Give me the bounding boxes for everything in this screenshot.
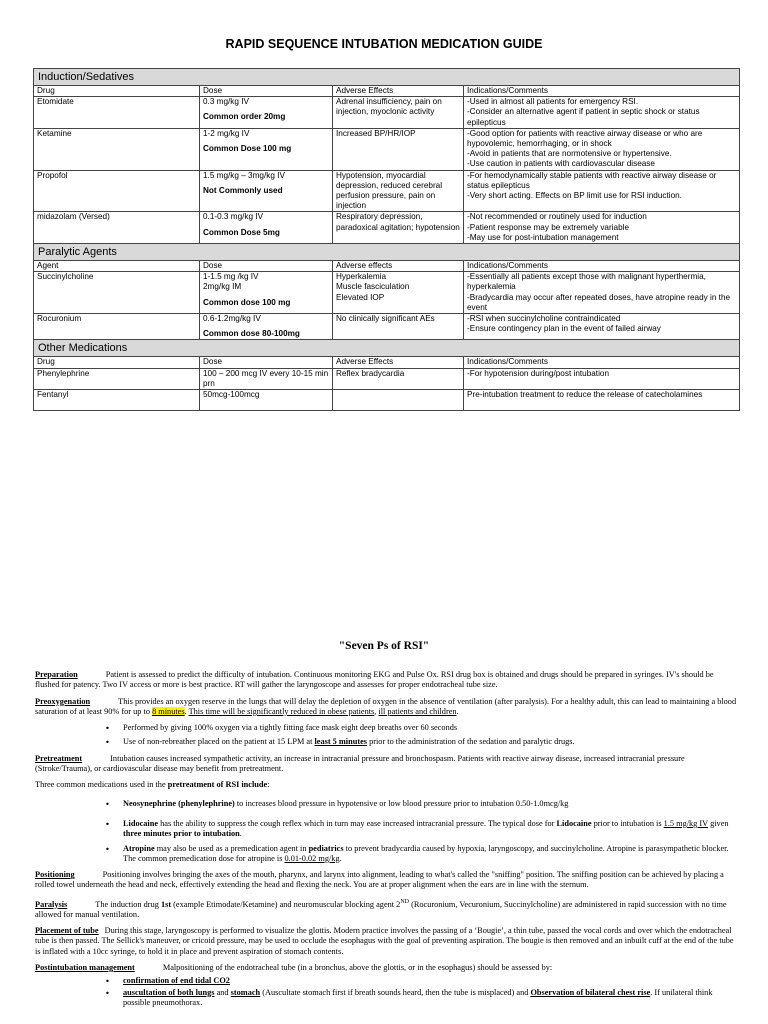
column-header: Adverse effects bbox=[333, 261, 464, 272]
text-run: (Auscultate stomach first if breath sounds heard, then the tube is misplaced) and bbox=[260, 987, 531, 997]
column-header: Indications/Comments bbox=[464, 261, 740, 272]
drug-cell: Ketamine bbox=[34, 128, 200, 170]
emphasis-text: Observation of bilateral chest rise bbox=[530, 987, 651, 997]
emphasis-text: 1st bbox=[160, 899, 172, 909]
pretreatment-list bbox=[35, 799, 737, 864]
dose-value: 1-2 mg/kg IV bbox=[203, 128, 250, 138]
text-run: prior to the administration of the sedation and paralytic drugs. bbox=[367, 737, 575, 747]
column-header: Adverse Effects bbox=[333, 86, 464, 97]
dose-value: 0.1-0.3 mg/kg IV bbox=[203, 212, 264, 222]
text-run: , bbox=[374, 706, 379, 716]
table-row bbox=[34, 390, 740, 411]
pretreatment-text: Intubation causes increased sympathetic activity, an increase in intracranial pressure and bronchospasm. Patients with reactive airway disease, increased intracranial pressure (Stroke/Trauma), or cardiovascular disease may benefit from pretreatment. bbox=[35, 753, 685, 774]
list-item bbox=[123, 976, 737, 986]
dose-note: Common dose 80-100mg bbox=[203, 329, 300, 339]
comments-cell: -Not recommended or routinely used for induction -Patient response may be extremely variable -May use for post-intubation management bbox=[464, 212, 740, 244]
preparation-text: Patient is assessed to predict the difficulty of intubation. Continuous monitoring EKG and Pulse Ox. RSI drug box is obtained and drugs should be prepared in syringes. IV's should be flushed for patency. Two IV access or more is best practice. RT will gather the laryngoscope and assesses for proper endotracheal tube size. bbox=[35, 670, 714, 690]
page-title: RAPID SEQUENCE INTUBATION MEDICATION GUIDE bbox=[225, 37, 543, 51]
column-header: Adverse Effects bbox=[333, 357, 464, 368]
text-run: : bbox=[267, 780, 270, 790]
drug-cell: Succinylcholine bbox=[34, 272, 200, 314]
section-header-induction bbox=[34, 69, 740, 86]
column-header-row bbox=[34, 261, 740, 272]
text-run: (Rocuronium, Vecuronium, Succinylcholine) are administered in rapid succession with no time allowed for manual ventilation. bbox=[35, 899, 727, 919]
list-item bbox=[123, 988, 737, 1009]
text-run: prior to intubation is bbox=[591, 818, 664, 828]
underlined-note: This time will be significantly reduced in obese patients bbox=[188, 706, 375, 716]
text-run: The induction drug bbox=[95, 899, 161, 909]
drug-cell: Etomidate bbox=[34, 97, 200, 129]
drug-name: Lidocaine bbox=[123, 818, 159, 828]
table-row bbox=[34, 212, 740, 244]
table-row bbox=[34, 314, 740, 340]
text-run: Three common medications used in the bbox=[35, 780, 168, 790]
highlighted-duration: 8 minutes bbox=[152, 706, 185, 716]
term-preparation: Preparation bbox=[35, 670, 78, 679]
text-run: to prevent bradycardia caused by hypoxia, laryngoscopy, and succinylcholine. Atropine is parasympathetic blocker. The common premedication dose for atropine is bbox=[123, 843, 729, 863]
list-item bbox=[123, 799, 737, 809]
dose-cell bbox=[200, 97, 333, 129]
positioning-paragraph bbox=[35, 870, 737, 891]
column-header: Dose bbox=[200, 86, 333, 97]
dose-cell bbox=[200, 128, 333, 170]
text-run: . bbox=[339, 853, 342, 863]
section-header-other bbox=[34, 340, 740, 357]
drug-cell: Rocuronium bbox=[34, 314, 200, 340]
underlined-note: ill patients and children bbox=[378, 706, 457, 716]
column-header: Dose bbox=[200, 357, 333, 368]
term-pretreatment: Pretreatment bbox=[35, 753, 83, 763]
comments-cell: -Used in almost all patients for emergency RSI. -Consider an alternative agent if patient in septic shock or status epilepticus bbox=[464, 97, 740, 129]
drug-name: Neosynephrine (phenylephrine) bbox=[123, 798, 235, 808]
comments-cell: -For hemodynamically stable patients with reactive airway disease or status epilepticus -Very short acting. Effects on BP limit use for RSI induction. bbox=[464, 170, 740, 212]
term-paralysis: Paralysis bbox=[35, 899, 68, 909]
table-row bbox=[34, 97, 740, 129]
dose-cell bbox=[200, 272, 333, 314]
emphasis-text: auscultation of both lungs bbox=[123, 987, 215, 997]
emphasis-text: confirmation of end tidal CO2 bbox=[123, 976, 230, 986]
emphasis-text: least 5 minutes bbox=[314, 737, 367, 747]
dose-value: 1-1.5 mg /kg IV 2mg/kg IM bbox=[203, 272, 259, 292]
preoxygenation-list bbox=[35, 723, 737, 748]
comments-cell: Pre-intubation treatment to reduce the release of catecholamines bbox=[464, 390, 740, 411]
dose-note: Not Commonly used bbox=[203, 185, 283, 195]
column-header: Indications/Comments bbox=[464, 357, 740, 368]
text-run: . bbox=[239, 829, 242, 839]
dose-note: Common dose 100 mg bbox=[203, 297, 291, 307]
term-positioning: Positioning bbox=[35, 870, 75, 880]
postintubation-list bbox=[35, 976, 737, 1008]
dose-cell: 50mcg-100mcg bbox=[200, 390, 333, 411]
comments-cell: -RSI when succinylcholine contraindicated -Ensure contingency plan in the event of failed airway bbox=[464, 314, 740, 340]
table-row bbox=[34, 272, 740, 314]
column-header-row bbox=[34, 86, 740, 97]
text-run: Use of non-rebreather placed on the patient at 15 LPM at bbox=[123, 737, 315, 747]
placement-paragraph bbox=[35, 926, 737, 957]
drug-cell: Phenylephrine bbox=[34, 368, 200, 389]
text-run: has the ability to suppress the cough reflex which in turn may ease increased intracranial pressure. The typical dose for bbox=[158, 818, 557, 828]
text-run: and bbox=[214, 987, 231, 997]
placement-text: During this stage, laryngoscopy is performed to visualize the glottis. Modern practice involves the passing of a ‘Bougie’, a thin tube, passed the vocal cords and over which the endotracheal tube is then passed. The Sellick's maneuver, or cricoid pressure, may be used to occlude the esophagus with the goal of preventing aspiration. The bougie is then removed and an inbuilt cuff at the end of the tube is inflated with a 10cc syringe, to hold it in place and prevent aspiration of stomach contents. bbox=[35, 926, 734, 956]
comments-cell: -Essentially all patients except those with malignant hyperthermia, hyperkalemia -Bradycardia may occur after repeated doses, have atropine ready in the event bbox=[464, 272, 740, 314]
list-item: • Performed by giving 100% oxygen via a tightly fitting face mask eight deep breaths over 60 seconds bbox=[123, 723, 737, 733]
text-run: given bbox=[708, 818, 729, 828]
column-header: Drug bbox=[34, 357, 200, 368]
section-title: Paralytic Agents bbox=[34, 244, 740, 261]
adverse-cell: Increased BP/HR/IOP bbox=[333, 128, 464, 170]
list-item bbox=[123, 737, 737, 747]
column-header: Dose bbox=[200, 261, 333, 272]
drug-name: Atropine bbox=[123, 843, 155, 853]
section-title: Induction/Sedatives bbox=[34, 69, 740, 86]
postintubation-text: Malpositioning of the endotracheal tube (in a bronchus, above the glottis, or in the esophagus) should be assessed by: bbox=[162, 963, 553, 972]
dose-note: Common Dose 5mg bbox=[203, 227, 280, 237]
dose-cell: 100 – 200 mcg IV every 10-15 min prn bbox=[200, 368, 333, 389]
column-header-row bbox=[34, 357, 740, 368]
drug-cell: midazolam (Versed) bbox=[34, 212, 200, 244]
dose-cell bbox=[200, 212, 333, 244]
list-item bbox=[123, 844, 737, 865]
comments-cell: -Good option for patients with reactive airway disease or who are hypovolemic, hemorrhaging, or in shock -Avoid in patients that are normotensive or hypertensive. -Use caution in patients with cardiovascular disease bbox=[464, 128, 740, 170]
seven-ps-body bbox=[35, 670, 737, 1009]
comments-cell: -For hypotension during/post intubation bbox=[464, 368, 740, 389]
adverse-cell bbox=[333, 390, 464, 411]
adverse-cell: Adrenal insufficiency, pain on injection, myoclonic activity bbox=[333, 97, 464, 129]
pretreatment-intro bbox=[35, 780, 737, 790]
seven-ps-title: "Seven Ps of RSI" bbox=[338, 640, 430, 652]
column-header: Drug bbox=[34, 86, 200, 97]
pretreatment-paragraph bbox=[35, 754, 737, 775]
superscript: ND bbox=[400, 898, 409, 905]
dose-underlined: 1.5 mg/kg IV bbox=[663, 818, 709, 828]
dose-value: 0.3 mg/kg IV bbox=[203, 97, 249, 107]
drug-cell: Fentanyl bbox=[34, 390, 200, 411]
text-run: (example Etimodate/Ketamine) and neuromuscular blocking agent 2 bbox=[171, 899, 401, 909]
column-header: Agent bbox=[34, 261, 200, 272]
emphasis-text: three minutes prior to intubation bbox=[123, 829, 240, 839]
table-row bbox=[34, 170, 740, 212]
text-run: may also be used as a premedication agent in bbox=[154, 843, 309, 853]
emphasis-text: pediatrics bbox=[308, 843, 344, 853]
paralysis-paragraph bbox=[35, 897, 737, 920]
dose-value: 0.6-1.2mg/kg IV bbox=[203, 314, 261, 324]
dose-underlined: 0.01-0.02 mg/kg bbox=[284, 853, 340, 863]
dose-note: Common order 20mg bbox=[203, 112, 286, 122]
adverse-cell: No clinically significant AEs bbox=[333, 314, 464, 340]
positioning-text: Positioning involves bringing the axes of the mouth, pharynx, and larynx into alignment, leading to what's called the "sniffing" position. The sniffing position can be achieved by placing a rolled towel underneath the head and neck, effectively extending the head and flexing the neck. You are at proper alignment when the ears are in line with the sternum. bbox=[35, 870, 724, 890]
table-row bbox=[34, 368, 740, 389]
adverse-cell: Reflex bradycardia bbox=[333, 368, 464, 389]
emphasis-text: pretreatment of RSI include bbox=[167, 780, 268, 790]
column-header: Indications/Comments bbox=[464, 86, 740, 97]
text-run: . bbox=[456, 706, 459, 716]
postintubation-paragraph bbox=[35, 963, 737, 973]
text-run: to increases blood pressure in hypotensive or low blood pressure prior to intubation 0.50-1.0mcg/kg bbox=[234, 798, 569, 808]
preparation-paragraph bbox=[35, 670, 737, 691]
dose-note: Common Dose 100 mg bbox=[203, 144, 292, 154]
table-row bbox=[34, 128, 740, 170]
section-title: Other Medications bbox=[34, 340, 740, 357]
medication-table bbox=[33, 68, 740, 411]
text-run: . bbox=[184, 706, 189, 716]
adverse-cell: Hypotension, myocardial depression, reduced cerebral perfusion pressure, pain on injection bbox=[333, 170, 464, 212]
list-item bbox=[123, 819, 737, 840]
adverse-cell: Respiratory depression, paradoxical agitation; hypotension bbox=[333, 212, 464, 244]
dose-cell bbox=[200, 314, 333, 340]
drug-name: Lidocaine bbox=[556, 818, 592, 828]
term-preoxygenation: Preoxygenation bbox=[35, 696, 91, 706]
section-header-paralytic bbox=[34, 244, 740, 261]
emphasis-text: stomach bbox=[230, 987, 261, 997]
text-run: . If unilateral think possible pneumothorax. bbox=[123, 987, 713, 1007]
term-postintubation: Postintubation management bbox=[35, 963, 135, 972]
adverse-cell: Hyperkalemia Muscle fasciculation Elevated IOP bbox=[333, 272, 464, 314]
preoxygenation-paragraph bbox=[35, 697, 737, 718]
term-placement: Placement of tube bbox=[35, 926, 99, 936]
drug-cell: Propofol bbox=[34, 170, 200, 212]
dose-cell bbox=[200, 170, 333, 212]
dose-value: 1.5 mg/kg – 3mg/kg IV bbox=[203, 170, 285, 180]
preoxygenation-text: This provides an oxygen reserve in the lungs that will delay the depletion of oxygen in the absence of ventilation (after paralysis). For a healthy adult, this can lead to maintaining a blood saturation of at least 90% for up to bbox=[35, 696, 737, 716]
